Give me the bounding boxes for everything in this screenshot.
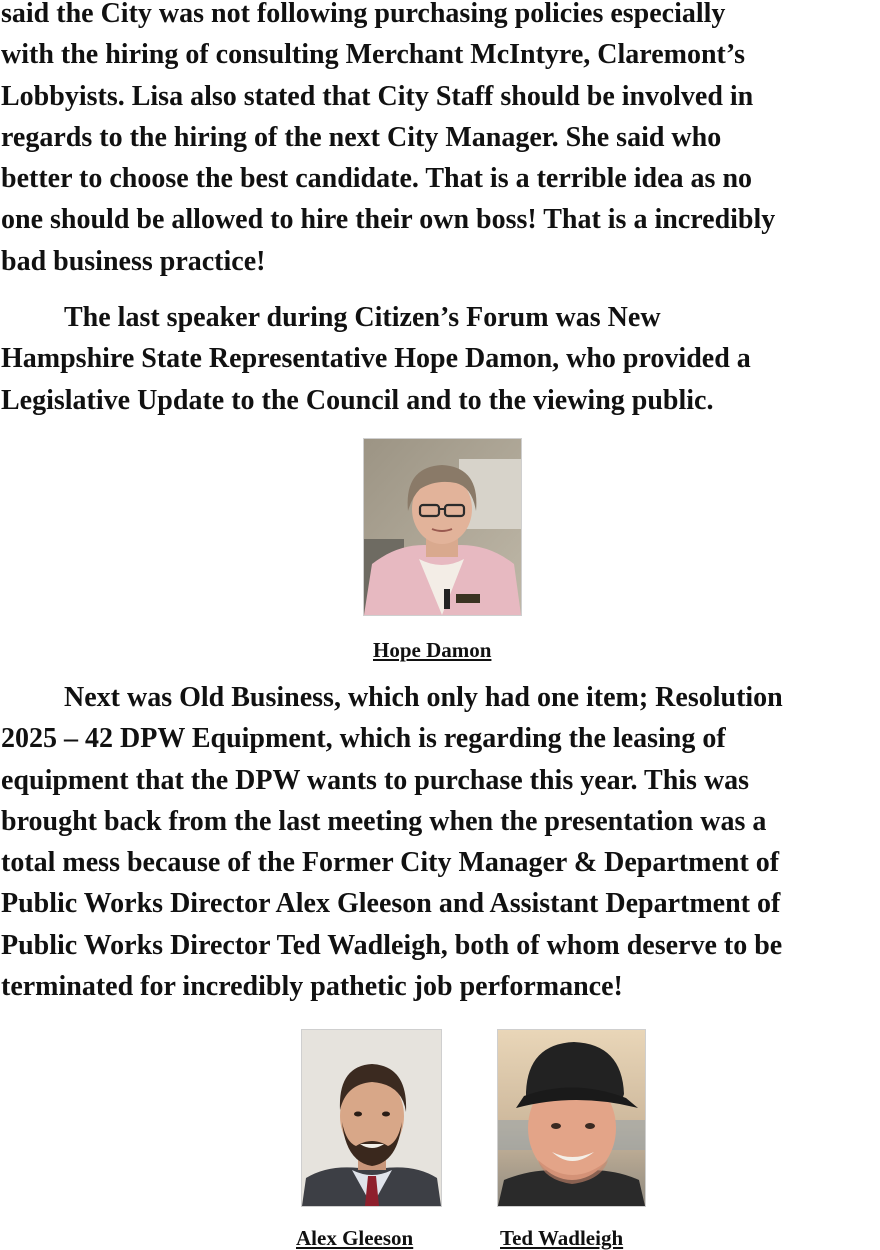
text-line: equipment that the DPW wants to purchase this year. This was [1, 764, 750, 796]
paragraph-old-business [0, 677, 783, 1007]
text-line: with the hiring of consulting Merchant McIntyre, Claremont’s [1, 39, 746, 71]
text-line: Lobbyists. Lisa also stated that City Staff should be involved in [1, 80, 754, 112]
text-line: brought back from the last meeting when the presentation was a [1, 805, 767, 837]
text-line: one should be allowed to hire their own boss! That is a incredibly [1, 204, 776, 236]
hope-damon-portrait [364, 439, 521, 615]
text-line: better to choose the best candidate. That is a terrible idea as no [1, 163, 753, 195]
alex-gleeson-portrait [302, 1030, 441, 1206]
text-line: 2025 – 42 DPW Equipment, which is regarding the leasing of [1, 723, 726, 755]
hope-damon-photo [363, 438, 522, 616]
alex-gleeson-caption: Alex Gleeson [296, 1226, 414, 1250]
text-line: regards to the hiring of the next City Manager. She said who [1, 121, 722, 153]
text-line: bad business practice! [1, 245, 266, 277]
text-line: Public Works Director Ted Wadleigh, both of whom deserve to be [1, 929, 783, 961]
ted-wadleigh-photo [497, 1029, 646, 1207]
text-line: said the City was not following purchasing policies especially [1, 0, 726, 29]
alex-gleeson-photo [301, 1029, 442, 1207]
text-line: Legislative Update to the Council and to the viewing public. [1, 384, 714, 416]
paragraph-citizens-forum [0, 297, 751, 421]
paragraph-purchasing-policies [0, 0, 775, 282]
ted-wadleigh-portrait [498, 1030, 645, 1206]
ted-wadleigh-caption: Ted Wadleigh [500, 1226, 624, 1250]
text-line: terminated for incredibly pathetic job performance! [1, 971, 623, 1003]
text-line: total mess because of the Former City Manager & Department of [1, 847, 780, 879]
text-line: Public Works Director Alex Gleeson and Assistant Department of [1, 888, 781, 920]
text-line: Hampshire State Representative Hope Damon, who provided a [1, 343, 751, 375]
hope-damon-caption: Hope Damon [373, 638, 492, 662]
text-line: Next was Old Business, which only had one item; Resolution [64, 682, 783, 713]
text-line: The last speaker during Citizen’s Forum was New [64, 302, 661, 333]
